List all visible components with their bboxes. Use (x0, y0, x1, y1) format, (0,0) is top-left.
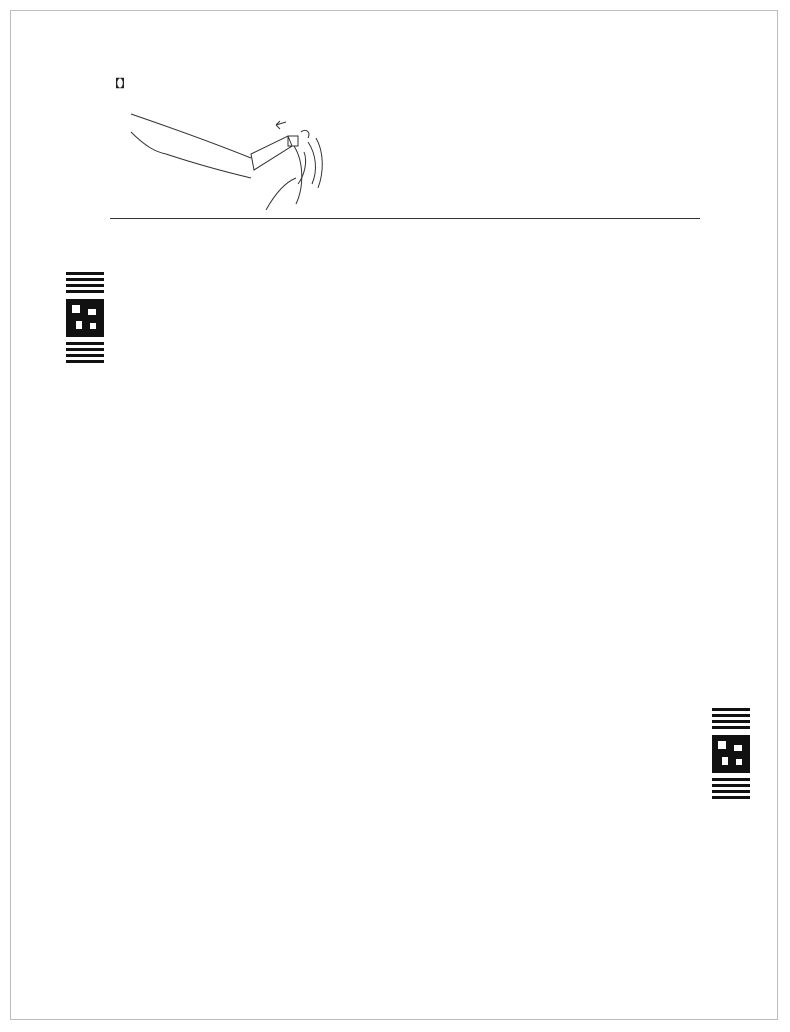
section-divider (110, 218, 700, 219)
tube-opening-illustration (110, 92, 700, 210)
document-body (110, 67, 700, 223)
right-qr-code (712, 708, 750, 813)
left-qr-code (66, 272, 104, 377)
appendix-title (110, 77, 700, 92)
